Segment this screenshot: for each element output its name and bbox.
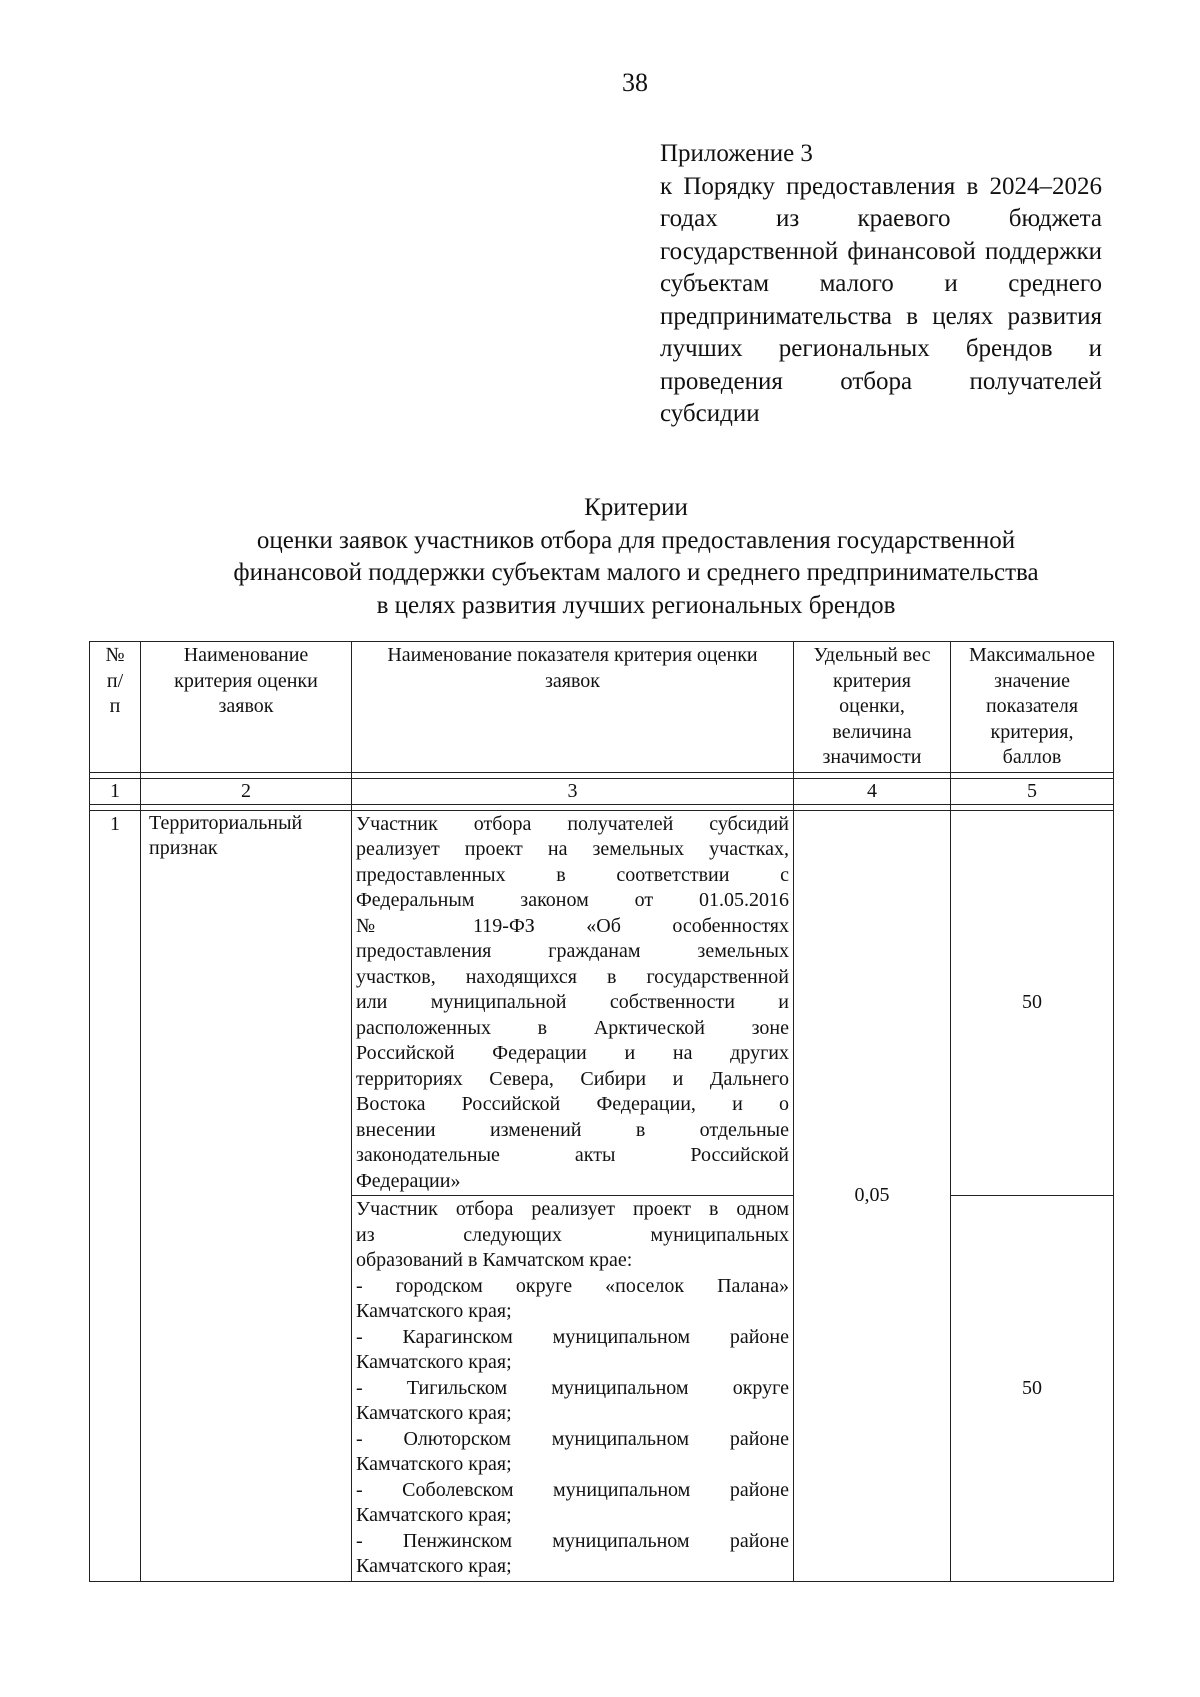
indicator-intro-last: образований в Камчатском крае: bbox=[356, 1249, 633, 1271]
appendix-block bbox=[660, 138, 1102, 431]
list-item: - Олюторском муниципальном районе Камчатского края; bbox=[356, 1427, 789, 1475]
appendix-line: малого и среднего bbox=[819, 270, 1102, 297]
list-item: - городском округе «поселок Палана» Камчатского края; bbox=[356, 1274, 789, 1322]
appendix-line: 2024–2026 годах из краевого bbox=[660, 172, 1103, 232]
column-number: 5 bbox=[951, 778, 1114, 804]
indicator-points: 50 bbox=[951, 1196, 1114, 1582]
list-item: - Карагинском муниципальном районе Камчатского края; bbox=[356, 1325, 789, 1373]
page-number: 38 bbox=[622, 68, 648, 97]
column-number-row bbox=[90, 778, 1114, 804]
appendix-line: финансовой поддержки субъектам bbox=[660, 237, 1102, 297]
heading-line: финансовой поддержки субъектам малого и среднего предпринимательства bbox=[233, 559, 1039, 586]
indicator-points: 50 bbox=[951, 810, 1114, 1196]
header-cell-criterion: Наименование критерия оценки заявок bbox=[141, 642, 352, 773]
column-number: 1 bbox=[90, 778, 141, 804]
indicator-text: Участник отбора получателей субсидий реализует проект на земельных участках, предоставленных в соответствии с Федеральным законом от 01.05.2016 № 119-ФЗ «Об особенностях предоставления гражданам земельных участков, находящихся в государственной или муниципальной собственности и расположенных в Арктической зоне Российской Федерации и на других территориях Севера, Сибири и Дальнего Востока Российской Федерации, и о внесении изменений в отдельные законодательные акты Российской bbox=[356, 812, 789, 1166]
column-number: 3 bbox=[352, 778, 794, 804]
document-heading bbox=[90, 492, 1182, 622]
indicator-municipalities bbox=[352, 1196, 794, 1582]
column-number: 4 bbox=[794, 778, 951, 804]
appendix-line: к Порядку предоставления в bbox=[660, 172, 979, 200]
list-item: - Пенжинском муниципальном районе Камчатского края; bbox=[356, 1529, 789, 1577]
header-cell-indicator: Наименование показателя критерия оценки заявок bbox=[352, 642, 794, 773]
header-cell-number: № п/ п bbox=[90, 642, 141, 773]
appendix-line: развития лучших региональных bbox=[660, 302, 1102, 362]
appendix-line: брендов и проведения отбора bbox=[660, 335, 1102, 395]
appendix-line: предпринимательства в целях bbox=[660, 302, 994, 330]
appendix-line: бюджета государственной bbox=[660, 205, 1102, 265]
appendix-line: получателей субсидии bbox=[660, 367, 1102, 427]
list-item: - Соболевском муниципальном районе Камчатского края; bbox=[356, 1478, 789, 1526]
criterion-name: Территориальный признак bbox=[141, 810, 352, 1581]
heading-line: в целях развития лучших региональных брендов bbox=[376, 591, 896, 619]
indicator-intro: Участник отбора реализует проект в одном из следующих муниципальных bbox=[356, 1198, 789, 1246]
appendix-body bbox=[660, 171, 1102, 431]
list-item: - Тигильском муниципальном округе Камчатского края; bbox=[356, 1376, 789, 1424]
heading-line: оценки заявок участников отбора для предоставления государственной bbox=[256, 526, 1016, 554]
header-cell-weight: Удельный вес критерия оценки, величина значимости bbox=[794, 642, 951, 773]
table-row bbox=[90, 810, 1114, 1196]
criteria-table bbox=[89, 641, 1114, 1582]
indicator-text-last: Федерации» bbox=[356, 1169, 461, 1192]
column-number: 2 bbox=[141, 778, 352, 804]
indicator-arctic-land bbox=[352, 810, 794, 1196]
criterion-number: 1 bbox=[90, 810, 141, 1581]
appendix-title: Приложение 3 bbox=[660, 140, 813, 167]
header-cell-max-points: Максимальное значение показателя критерия, баллов bbox=[951, 642, 1114, 773]
table-header-row bbox=[90, 642, 1114, 773]
heading-title: Критерии bbox=[584, 494, 688, 521]
criterion-weight: 0,05 bbox=[794, 810, 951, 1581]
